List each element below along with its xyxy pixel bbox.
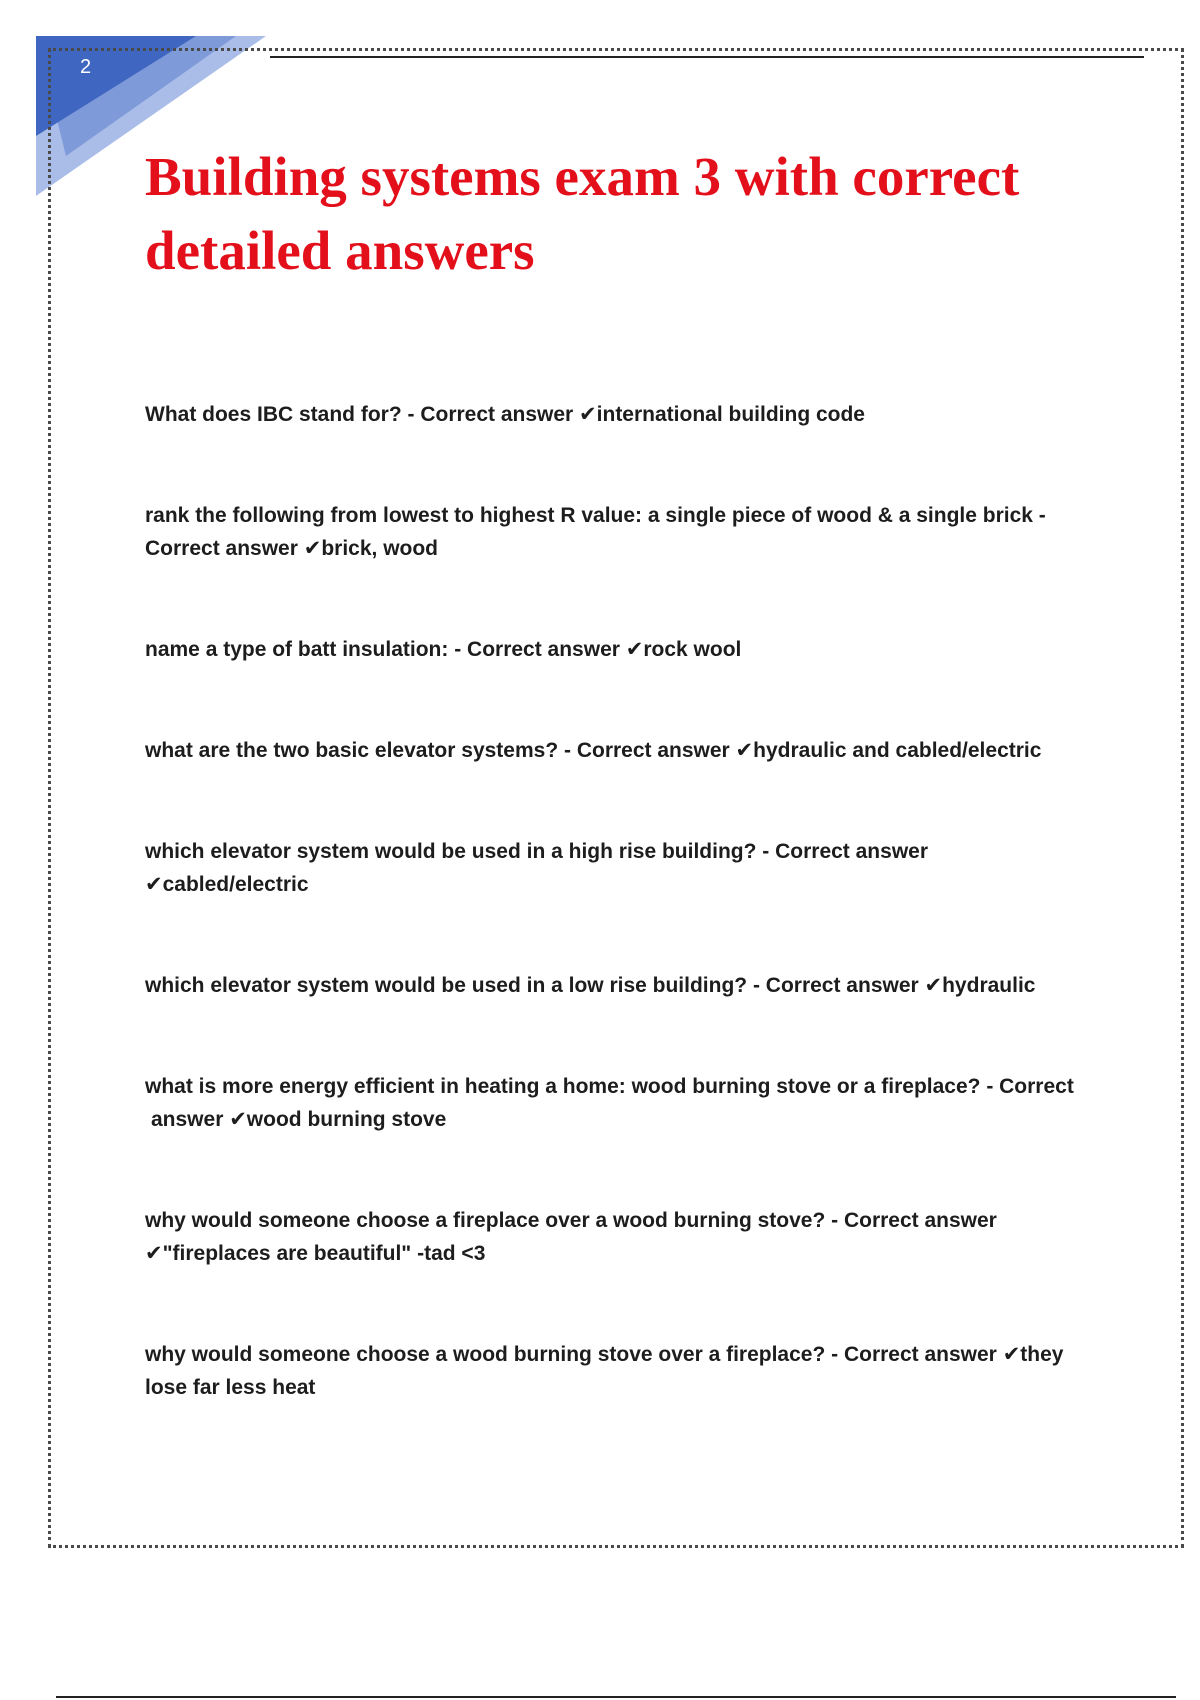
page-title-line-1: Building systems exam 3 with correct bbox=[145, 146, 1020, 207]
qa-line: which elevator system would be used in a high rise building? - Correct answer bbox=[145, 840, 928, 863]
qa-line: what is more energy efficient in heating a home: wood burning stove or a fireplace? - Correct bbox=[145, 1075, 1074, 1098]
qa-line: Correct answer ✔brick, wood bbox=[145, 537, 439, 560]
qa-line: What does IBC stand for? - Correct answer ✔international building code bbox=[145, 403, 865, 426]
qa-item bbox=[145, 633, 1095, 666]
qa-line: why would someone choose a wood burning stove over a fireplace? - Correct answer ✔they bbox=[145, 1343, 1064, 1366]
qa-list bbox=[145, 398, 1095, 1404]
qa-item bbox=[145, 1204, 1095, 1270]
qa-line: which elevator system would be used in a low rise building? - Correct answer ✔hydraulic bbox=[145, 974, 1036, 997]
qa-item bbox=[145, 1070, 1095, 1136]
qa-line: why would someone choose a fireplace over a wood burning stove? - Correct answer bbox=[145, 1209, 997, 1232]
qa-item bbox=[145, 1338, 1095, 1404]
footer-rule bbox=[56, 1696, 1176, 1698]
qa-item bbox=[145, 499, 1095, 565]
qa-line: lose far less heat bbox=[145, 1376, 316, 1399]
qa-line: ✔cabled/electric bbox=[145, 873, 309, 896]
qa-line: what are the two basic elevator systems? - Correct answer ✔hydraulic and cabled/electric bbox=[145, 739, 1042, 762]
qa-item bbox=[145, 835, 1095, 901]
page-title-line-2: detailed answers bbox=[145, 220, 535, 281]
page-number: 2 bbox=[80, 56, 92, 78]
qa-line: name a type of batt insulation: - Correct answer ✔rock wool bbox=[145, 638, 742, 661]
qa-line: rank the following from lowest to highest R value: a single piece of wood & a single brick - bbox=[145, 504, 1046, 527]
qa-item bbox=[145, 398, 1095, 431]
page-title bbox=[145, 140, 1105, 288]
qa-item bbox=[145, 969, 1095, 1002]
qa-line: ✔"fireplaces are beautiful" -tad <3 bbox=[145, 1242, 486, 1265]
qa-item bbox=[145, 734, 1095, 767]
qa-line: answer ✔wood burning stove bbox=[151, 1108, 447, 1131]
header-rule bbox=[270, 56, 1144, 58]
